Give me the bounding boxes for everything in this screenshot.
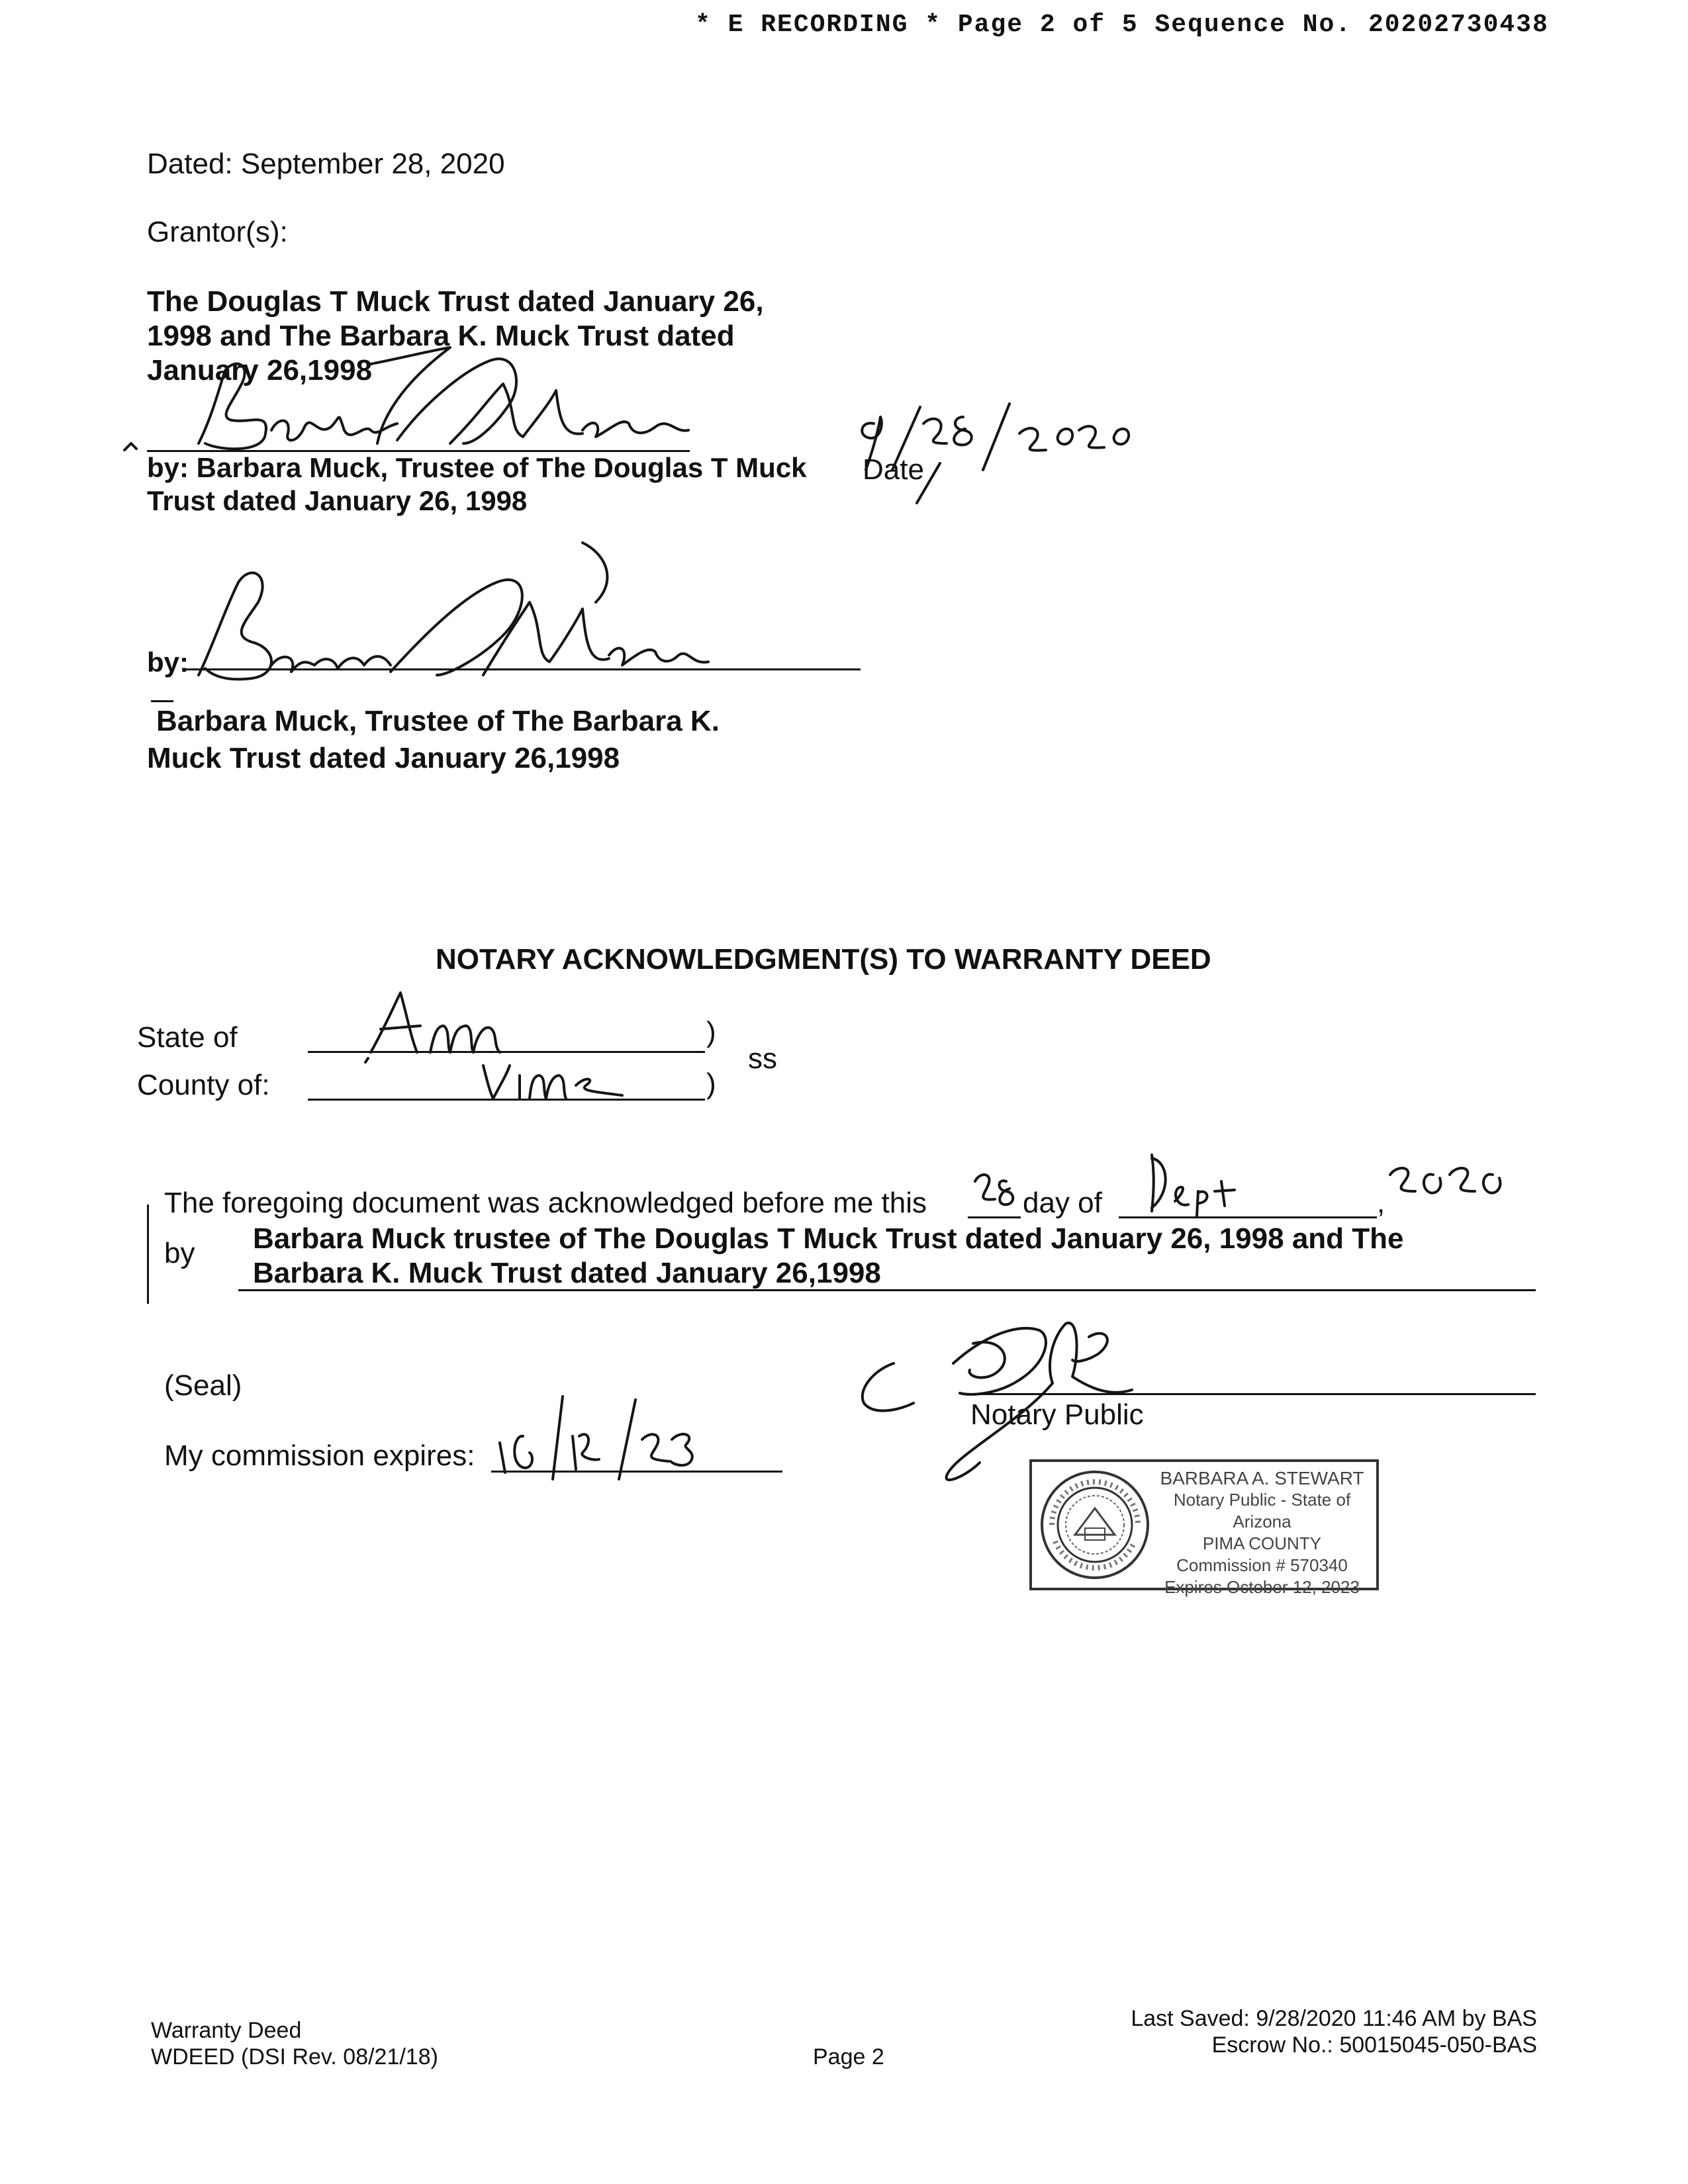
handwritten-month xyxy=(1139,1145,1258,1218)
signature-barbara-muck-2 xyxy=(185,543,715,688)
commission-label: My commission expires: xyxy=(164,1439,475,1472)
by-line-2: Barbara K. Muck Trust dated January 26,1998 xyxy=(253,1257,881,1289)
handwritten-state xyxy=(357,989,530,1062)
by-underline xyxy=(238,1289,1536,1291)
notary-public-label: Notary Public xyxy=(970,1398,1144,1431)
signature-line-2 xyxy=(185,668,861,670)
comma: , xyxy=(1377,1187,1385,1219)
day-of-label: day of xyxy=(1023,1187,1102,1219)
arizona-seal-icon xyxy=(1039,1469,1151,1581)
state-label: State of xyxy=(137,1021,238,1054)
signer-1-line-1: by: Barbara Muck, Trustee of The Douglas T Muck xyxy=(147,452,807,483)
notary-title: NOTARY ACKNOWLEDGMENT(S) TO WARRANTY DEED xyxy=(436,943,1211,976)
stamp-county: PIMA COUNTY xyxy=(1202,1533,1322,1553)
signature-barbara-muck-1 xyxy=(119,344,715,463)
notary-stamp xyxy=(1029,1459,1379,1597)
stamp-expires: Expires October 12, 2023 xyxy=(1164,1577,1360,1597)
by-label-2: by: xyxy=(147,647,189,678)
stamp-name: BARBARA A. STEWART xyxy=(1160,1468,1364,1488)
county-label: County of: xyxy=(137,1069,270,1101)
notary-signature-line xyxy=(973,1393,1536,1395)
recording-header: * E RECORDING * Page 2 of 5 Sequence No. 20202730438 xyxy=(695,11,1549,39)
handwritten-expiry xyxy=(493,1390,712,1482)
dated-line: Dated: September 28, 2020 xyxy=(147,148,505,180)
footer-page-number: Page 2 xyxy=(813,2044,884,2070)
county-paren: ) xyxy=(706,1068,716,1100)
date-label: Date xyxy=(863,453,924,486)
grantor-line-3: January 26,1998 xyxy=(147,354,373,387)
by-label-notary: by xyxy=(164,1237,195,1269)
ack-text: The foregoing document was acknowledged before me this xyxy=(164,1187,927,1219)
by-line-1: Barbara Muck trustee of The Douglas T Muck Trust dated January 26, 1998 and The xyxy=(253,1222,1404,1255)
footer-last-saved: Last Saved: 9/28/2020 11:46 AM by BAS xyxy=(1131,2006,1537,2031)
grantor-line-1: The Douglas T Muck Trust dated January 26, xyxy=(147,285,764,318)
margin-bar xyxy=(147,1205,149,1304)
signer-2-line-2: Muck Trust dated January 26,1998 xyxy=(147,742,620,774)
short-dash xyxy=(151,700,173,702)
ss-label: ss xyxy=(748,1042,777,1075)
handwritten-year xyxy=(1383,1158,1516,1211)
stamp-commission: Commission # 570340 xyxy=(1176,1555,1348,1575)
stamp-line-2: Notary Public - State of Arizona xyxy=(1173,1490,1351,1531)
footer-form-rev: WDEED (DSI Rev. 08/21/18) xyxy=(151,2044,438,2070)
signer-1-line-2: Trust dated January 26, 1998 xyxy=(147,485,528,516)
footer-escrow: Escrow No.: 50015045-050-BAS xyxy=(1211,2032,1537,2058)
signer-2-line-1: Barbara Muck, Trustee of The Barbara K. xyxy=(156,705,720,737)
grantor-line-2: 1998 and The Barbara K. Muck Trust dated xyxy=(147,320,735,352)
grantors-label: Grantor(s): xyxy=(147,216,288,248)
state-paren: ) xyxy=(706,1016,716,1048)
seal-label: (Seal) xyxy=(164,1369,242,1402)
footer-form-name: Warranty Deed xyxy=(151,2018,302,2043)
handwritten-county xyxy=(470,1052,642,1105)
handwritten-day xyxy=(970,1165,1023,1218)
